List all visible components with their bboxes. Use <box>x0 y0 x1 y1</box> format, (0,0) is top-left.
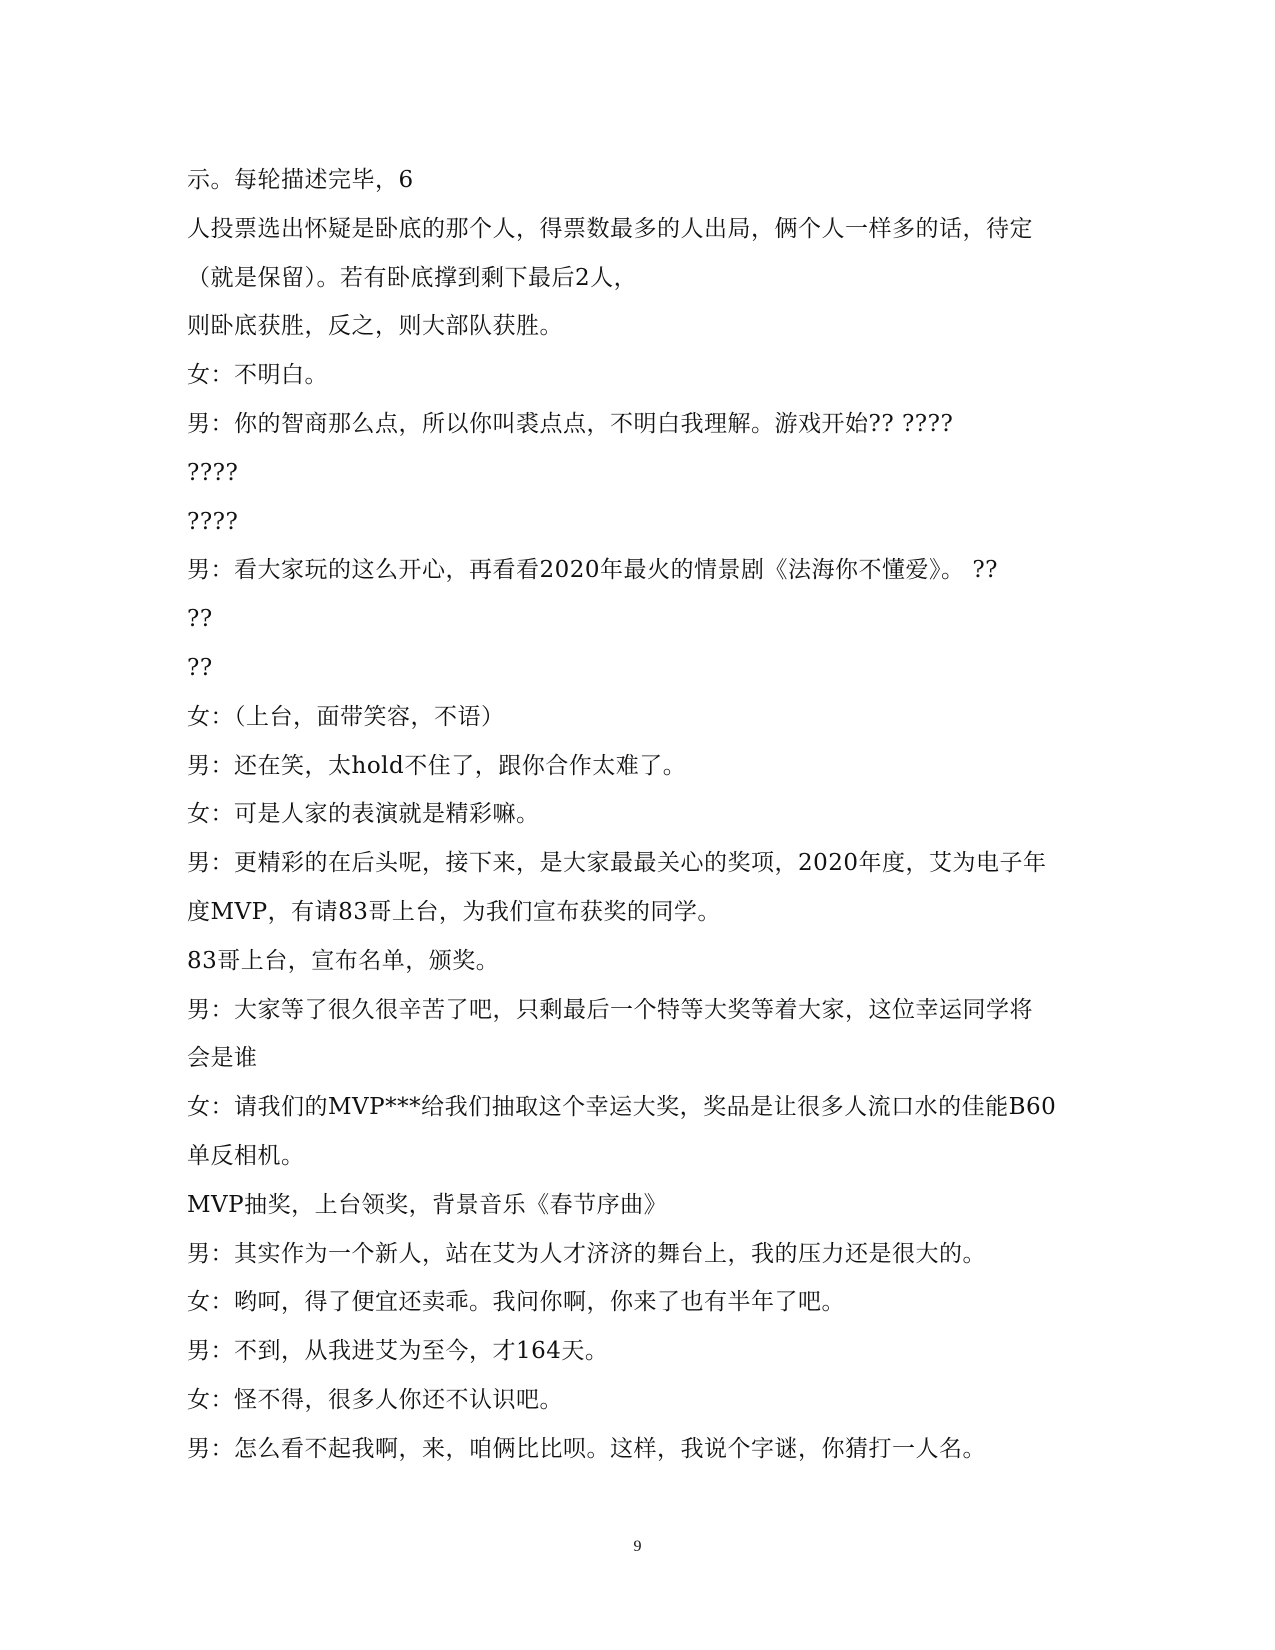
text-line: 女：不明白。 <box>187 362 328 389</box>
text-line: 女：哟呵，得了便宜还卖乖。我问你啊，你来了也有半年了吧。 <box>187 1289 845 1316</box>
text-line: 83哥上台，宣布名单，颁奖。 <box>187 947 500 974</box>
text-line: 则卧底获胜，反之，则大部队获胜。 <box>187 313 563 340</box>
text-line: 男：大家等了很久很辛苦了吧，只剩最后一个特等大奖等着大家，这位幸运同学将 <box>187 996 1033 1023</box>
text-line: ?? <box>187 606 213 633</box>
text-line: ???? <box>187 459 239 486</box>
text-line: 男：看大家玩的这么开心，再看看2020年最火的情景剧《法海你不懂爱》。 ?? <box>187 557 999 584</box>
body-text <box>187 156 1087 1474</box>
text-line: 男：其实作为一个新人，站在艾为人才济济的舞台上，我的压力还是很大的。 <box>187 1240 986 1267</box>
text-line: 男：还在笑，太hold不住了，跟你合作太难了。 <box>187 752 687 779</box>
page-number: 9 <box>633 1538 642 1555</box>
text-line: 女：（上台，面带笑容，不语） <box>187 703 505 730</box>
text-line: 度MVP，有请83哥上台，为我们宣布获奖的同学。 <box>187 898 721 925</box>
text-line: MVP抽奖，上台领奖，背景音乐《春节序曲》 <box>187 1191 668 1218</box>
text-line: 会是谁 <box>187 1045 258 1072</box>
text-line: 男：你的智商那么点，所以你叫裘点点，不明白我理解。游戏开始?? ???? <box>187 410 954 437</box>
text-line: 示。每轮描述完毕，6 <box>187 167 414 193</box>
text-line: 男：不到，从我进艾为至今，才164天。 <box>187 1338 609 1365</box>
text-line: （就是保留）。若有卧底撑到剩下最后2人， <box>187 264 638 291</box>
text-line: ???? <box>187 508 239 535</box>
text-line: 女：请我们的MVP***给我们抽取这个幸运大奖，奖品是让很多人流口水的佳能B60 <box>187 1094 1057 1121</box>
text-line: ?? <box>187 654 213 681</box>
text-line: 单反相机。 <box>187 1142 305 1169</box>
text-line: 人投票选出怀疑是卧底的那个人，得票数最多的人出局，俩个人一样多的话，待定 <box>187 215 1033 242</box>
text-line: 女：可是人家的表演就是精彩嘛。 <box>187 801 540 828</box>
text-line: 男：怎么看不起我啊，来，咱俩比比呗。这样，我说个字谜，你猜打一人名。 <box>187 1435 986 1462</box>
text-line: 男：更精彩的在后头呢，接下来，是大家最最关心的奖项，2020年度，艾为电子年 <box>187 850 1047 877</box>
text-line: 女：怪不得，很多人你还不认识吧。 <box>187 1386 563 1413</box>
